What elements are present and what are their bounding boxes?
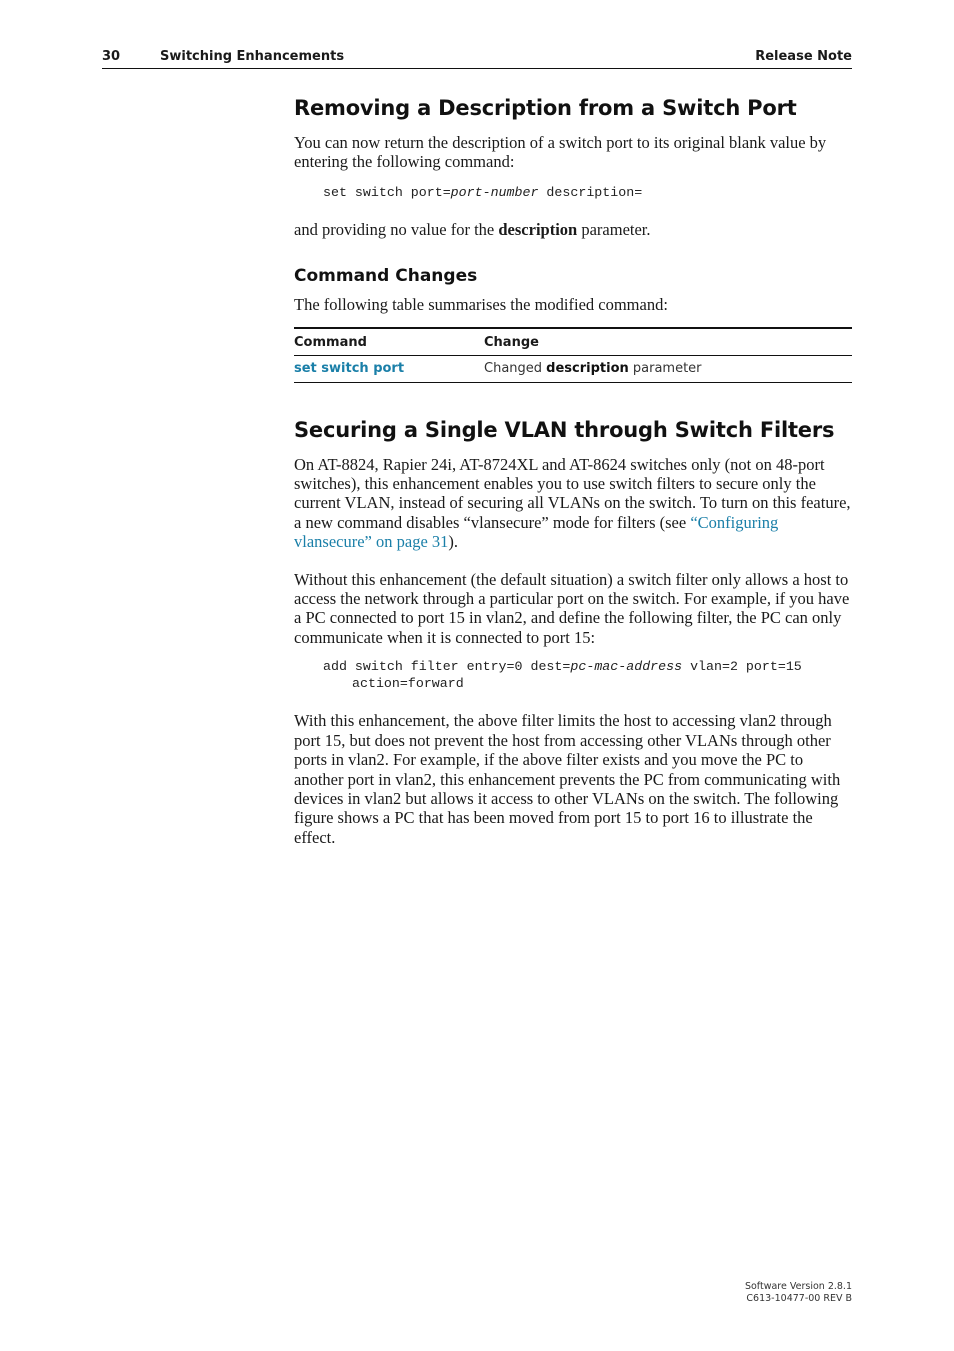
code-example — [294, 658, 852, 692]
page-footer — [745, 1281, 852, 1305]
page-header — [102, 47, 852, 69]
column-header: Command — [294, 328, 484, 356]
section-heading-remove-description: Removing a Description from a Switch Port — [294, 96, 797, 120]
change-cell — [484, 355, 852, 382]
software-version: Software Version 2.8.1 — [744, 1281, 852, 1292]
main-content — [294, 96, 852, 847]
text-run: parameter — [628, 360, 702, 376]
paragraph — [294, 455, 852, 552]
code-example — [294, 184, 852, 201]
command-changes-table — [294, 327, 852, 383]
code-text: set switch port= — [323, 184, 451, 200]
bold-term: description — [498, 219, 578, 239]
code-placeholder: port-number — [450, 184, 539, 200]
code-text: add switch filter entry=0 dest= — [323, 659, 571, 675]
paragraph: The following table summarises the modified command: — [294, 295, 668, 315]
command-link[interactable]: set switch port — [294, 355, 484, 382]
bold-term: description — [546, 360, 629, 376]
text-run: Changed — [484, 360, 547, 376]
text-run: parameter. — [577, 219, 651, 239]
code-placeholder: pc-mac-address — [570, 659, 683, 675]
document-id: C613-10477-00 REV B — [746, 1293, 852, 1304]
code-continuation: action=forward — [352, 676, 464, 692]
paragraph: With this enhancement, the above filter limits the host to accessing vlan2 through port 15, but does not prevent the host from accessing other VLANs through other ports in vlan2. For example, if the above filter exists and you move the PC to another port in vlan2, this enhancement prevents the PC from communicating with devices in vlan2 but allows it access to other VLANs on the switch. The following figure shows a PC that has been moved from port 15 to port 16 to illustrate the effect. — [294, 711, 841, 847]
text-run: and providing no value for the — [294, 219, 499, 239]
code-text: description= — [538, 184, 643, 200]
subsection-heading-command-changes: Command Changes — [294, 266, 478, 287]
paragraph: Without this enhancement (the default situation) a switch filter only allows a host to access the network through a particular port on the switch. For example, if you have a PC connected to port 15 in vlan2, and define the following filter, the PC can only communicate when it is connected to port 15: — [294, 569, 850, 647]
code-text: vlan=2 port=15 — [682, 659, 802, 675]
paragraph — [294, 220, 852, 239]
paragraph: You can now return the description of a switch port to its original blank value by entering the following command: — [294, 133, 827, 172]
section-heading-securing-vlan: Securing a Single VLAN through Switch Filters — [294, 417, 835, 442]
header-section-title: Switching Enhancements — [160, 49, 345, 64]
cross-reference-link[interactable]: “Configuring vlansecure” on page 31 — [294, 512, 779, 552]
table-header-row — [294, 328, 852, 356]
page-number: 30 — [102, 49, 121, 64]
table-row — [294, 355, 852, 382]
header-doc-type: Release Note — [755, 49, 852, 64]
text-run: ). — [448, 532, 459, 552]
column-header: Change — [484, 328, 852, 356]
text-run: On AT-8824, Rapier 24i, AT-8724XL and AT-8624 switches only (not on 48-port switches), this enhancement enables you to use switch filters to secure only the current VLAN, instead of securing all VLANs on the switch. To turn on this feature, a new command disables “vlansecure” mode for filters (see — [294, 454, 851, 532]
